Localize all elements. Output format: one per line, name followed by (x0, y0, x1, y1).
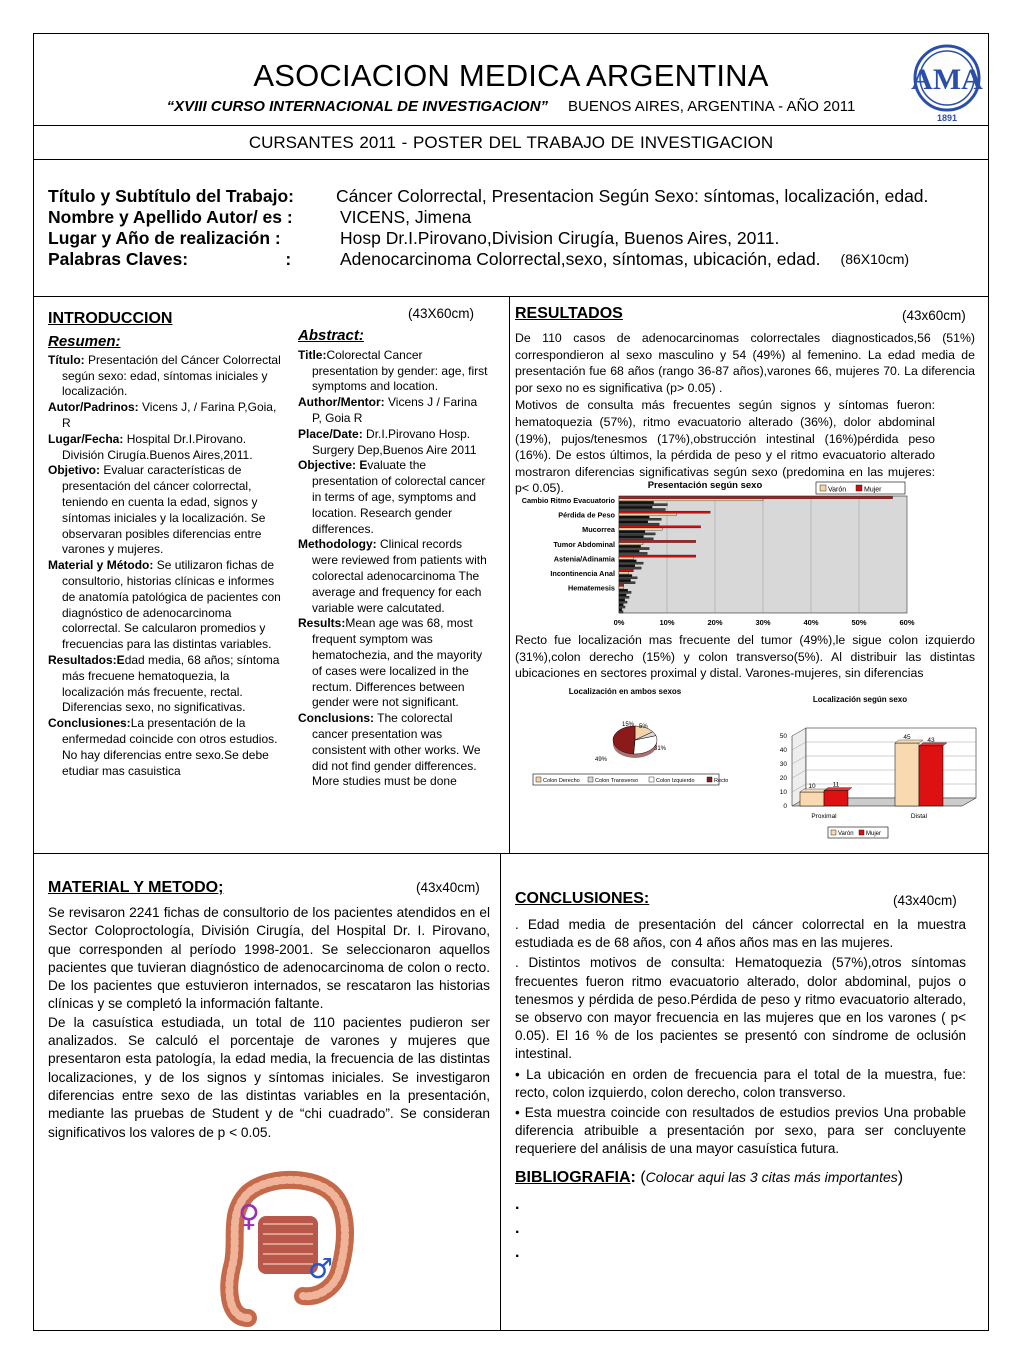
bibliography: BIBLIOGRAFIA: (Colocar aqui las 3 citas más importantes) . . . (515, 1169, 903, 1265)
legend-label: Colon Transverso (595, 778, 639, 784)
abstract-item: Title:Colorectal Cancer presentation by gender: age, first symptoms and location. (298, 347, 488, 394)
bibliography-note: Colocar aqui las 3 citas más importantes (645, 1169, 898, 1185)
meta-value: Adenocarcinoma Colorrectal,sexo, síntomas, ubicación, edad. (340, 249, 821, 269)
results-paragraph-1: De 110 casos de adenocarcinomas colorrectales diagnosticados,56 (51%) correspondieron al sexo masculino y 54 (49%) al femenino. La edad media de presentación fue 68 años (rango 36-87 años),varones 66, mujeres 70. La diferencia por sexo no es significativa (p> 0.05) . (515, 331, 975, 395)
abstract-title: Abstract: (298, 327, 364, 344)
meta-value: Cáncer Colorrectal, Presentacion Según Sexo: síntomas, localización, edad. (336, 186, 929, 206)
bar-mujer (619, 575, 632, 577)
female-symbol-icon: ♀ (238, 1199, 260, 1234)
category-label: Pérdida de Peso (558, 510, 615, 520)
bar-mujer (619, 531, 645, 533)
abstract-item: Methodology: Clinical records were reviewed from patients with colorectal adenocarcinoma The average and frequency for each variable were calcutated. (298, 537, 487, 615)
meta-label: Palabras Claves: : (48, 249, 292, 269)
x-tick-label: 10% (659, 618, 675, 627)
meta-row (48, 207, 928, 228)
bibliography-list (515, 1193, 903, 1265)
bar-varon (619, 582, 635, 584)
bar-varon (619, 528, 662, 530)
bibliography-entry: . (515, 1220, 520, 1237)
legend-label: Recto (714, 778, 729, 784)
bar-varon (619, 577, 637, 579)
resumen-item: Conclusiones:La presentación de la enfermedad coincide con otros estudios. No hay diferencias entre sexo.Se debe etudiar mas casuistica (48, 716, 278, 778)
conclusion-item: . Distintos motivos de consulta: Hematoquezia (57%),otros síntomas frecuentes fueron ritmo evacuatorio alterado, dolor abdominal, pujos o tenesmos y pérdida de peso.Pérdida de peso y ritmo evacuatorio alterado, se observo con mayor frecuencia en las mujeres que en los varones ( p< 0.05). El 16 % de los pacientes se presentó con síndrome de oclusión intestinal. (515, 955, 966, 1062)
bar-mujer (619, 545, 641, 547)
bar-varon (619, 591, 631, 593)
bar-mujer (619, 526, 701, 528)
x-tick-label: 40% (803, 618, 819, 627)
colon-illustration (208, 1168, 368, 1328)
category-label: Astenia/Adinamia (553, 554, 615, 564)
bar-varon (619, 499, 763, 501)
legend-swatch (649, 777, 654, 782)
x-tick-label: 60% (899, 618, 915, 627)
x-tick-label: 50% (851, 618, 867, 627)
category-label: Proximal (811, 813, 837, 820)
bar (919, 746, 943, 806)
abstract-item: Place/Date: Dr.I.Pirovano Hosp. Surgery Dep,Buenos Aire 2011 (298, 426, 477, 457)
bar (824, 791, 848, 806)
bar-mujer (619, 540, 696, 542)
course-name: “XVIII CURSO INTERNACIONAL DE INVESTIGACION” (166, 98, 549, 115)
resumen-item: Material y Método: Se utilizaron fichas de consultorio, historias clínicas e informes de anatomía patológica de pacientes con diagnóstico de adenocarcinoma colorrectal. Se calcularon promedios y frecuencias para las distintas variables. (48, 558, 281, 652)
bar-mujer (619, 584, 624, 586)
rule-middle (33, 853, 989, 854)
bar-varon (619, 547, 649, 549)
results-paragraph-2: Motivos de consulta más frecuentes según signos y síntomas fueron: hematoquezia (57%), ritmo evacuatorio alterado (36%), dolor abdominal (19%), pujos/tenesmos (17%),obstrucción intestinal (16%)pérdida peso (16%). De estos últimos, la pérdida de peso y el ritmo evacuatorio alterado mostraron diferencias significativas según sexo (predomina en las mujeres: p< 0.05). (515, 398, 935, 496)
location-by-sex-chart (760, 690, 985, 850)
bar (800, 792, 824, 806)
resumen-column (48, 334, 288, 779)
legend-label: Mujer (864, 486, 882, 494)
bar-mujer (619, 570, 633, 572)
resumen-items (48, 353, 288, 780)
course-location: BUENOS AIRES, ARGENTINA - AÑO 2011 (568, 98, 856, 115)
meta-label: Nombre y Apellido Autor/ es : (48, 207, 293, 227)
bar-mujer (619, 609, 622, 611)
y-tick-label: 20 (779, 775, 787, 782)
rule-cursantes (33, 159, 989, 160)
chart-title: Localización en ambos sexos (568, 687, 682, 696)
course-subtitle (33, 98, 989, 115)
resumen-item: Autor/Padrinos: Vicens J, / Farina P,Goia, R (48, 400, 277, 430)
abstract-item: Author/Mentor: Vicens J / Farina P, Goia R (298, 395, 478, 425)
bar-mujer (619, 604, 623, 606)
meta-value: VICENS, Jimena (340, 207, 472, 227)
bar-varon (619, 557, 633, 559)
legend-swatch (856, 485, 862, 491)
category-label: Tumor Abdominal (553, 539, 615, 549)
y-tick-label: 10 (779, 789, 787, 796)
bar-mujer (619, 560, 636, 562)
bar-mujer (619, 550, 639, 552)
legend-label: Varón (828, 486, 847, 494)
conclusion-item: . Edad media de presentación del cáncer colorrectal en la muestra estudiada es de 68 años, con 4 años años mas en las mujeres. (515, 917, 966, 951)
legend-label: Varón (838, 831, 854, 837)
y-tick-label: 30 (779, 761, 787, 768)
bar-varon (619, 543, 643, 545)
bar-mujer (619, 516, 649, 518)
data-label: 11 (832, 781, 840, 789)
bar-mujer (619, 594, 626, 596)
abstract-column (298, 328, 490, 790)
legend-label: Colon Derecho (543, 778, 580, 784)
meta-value: Hosp Dr.I.Pirovano,Division Cirugía, Buenos Aires, 2011. (340, 228, 780, 248)
pie-label: 49% (595, 757, 608, 763)
x-tick-label: 30% (755, 618, 771, 627)
legend-swatch (859, 830, 864, 835)
material-text (48, 904, 490, 1142)
results-paragraph-3: Recto fue localización mas frecuente del tumor (49%),le sigue colon izquierdo (31%),colon derecho (15%) y colon transverso(5%). Al distribuir las distintas ubicaciones en sectores proximal y distal. Varones-mujeres, sin diferencias (515, 633, 975, 681)
bibliography-entry: . (515, 1244, 520, 1261)
material-paragraph-1: Se revisaron 2241 fichas de consultorio de los pacientes atendidos en el Sector Coloproctología, División Cirugía, del Hospital Dr. I. Pirovano, que corresponden al período 1998-2001. Se seleccionaron aquellos pacientes que tuvieran diagnóstico de adenocarcinoma de colon o recto. De los pacientes que estuvieron internados, se rescataron las historias clínicas y se completó la información faltante. (48, 905, 490, 1012)
location-pie-chart (515, 684, 735, 794)
bar-mujer (619, 521, 648, 523)
bibliography-entry: . (515, 1196, 520, 1213)
bar-varon (619, 562, 643, 564)
data-label: 45 (903, 734, 911, 741)
x-tick-label: 20% (707, 618, 723, 627)
bar-varon (619, 508, 665, 510)
bar-varon (619, 611, 623, 613)
data-label: 43 (927, 736, 935, 744)
legend-swatch (588, 777, 593, 782)
resumen-item: Resultados:Edad media, 68 años; síntoma más frecuene hematoquezia, la localización más frecuente, rectal. Diferencias sexo, no significativas. (48, 652, 280, 715)
legend-label: Mujer (866, 831, 882, 837)
abstract-item: Conclusions: The colorectal cancer presentation was consistent with other works. We did not find gender differences. More studies must be done (298, 711, 481, 789)
y-tick-label: 50 (779, 733, 787, 740)
chart-title: Localización según sexo (812, 695, 908, 704)
abstract-items (298, 348, 490, 790)
resumen-item: Objetivo: Evaluar características de presentación del cáncer colorrectal, teniendo en cuenta la edad, signos y síntomas iniciales y la localización. Se observaran posibles diferencias entre varones y mujeres. (48, 463, 266, 557)
resumen-item: Título: Presentación del Cáncer Colorrectal según sexo: edad, síntomas iniciales y localización. (48, 352, 281, 399)
legend-swatch (820, 485, 826, 491)
results-title: RESULTADOS (515, 305, 623, 322)
category-label: Distal (910, 813, 928, 820)
category-label: Incontinencia Anal (550, 569, 615, 578)
bar-mujer (619, 506, 652, 508)
bar-varon (619, 533, 655, 535)
page-title: ASOCIACION MEDICA ARGENTINA (253, 58, 769, 93)
y-tick-label: 0 (783, 803, 787, 810)
x-tick-label: 0% (613, 618, 625, 627)
pie-label: 5% (639, 724, 648, 730)
material-title: MATERIAL Y METODO; (48, 879, 224, 896)
intro-dimensions: (43X60cm) (408, 306, 475, 321)
male-symbol-icon: ♂ (308, 1252, 334, 1285)
resumen-title: Resumen: (48, 333, 121, 350)
legend-swatch (536, 777, 541, 782)
bar-mujer (619, 579, 631, 581)
bibliography-title: BIBLIOGRAFIA (515, 1169, 631, 1186)
meta-row (48, 228, 928, 249)
abstract-item: Objective: Evaluate the presentation of colorectal cancer in terms of age, symptoms and location. Research gender differences. (298, 458, 486, 536)
meta-row (48, 249, 928, 270)
meta-size-note: (86X10cm) (840, 251, 910, 267)
legend-swatch (831, 830, 836, 835)
bar-varon (619, 601, 627, 603)
logo-text: AMA (911, 63, 983, 96)
meta-label: Título y Subtítulo del Trabajo: (48, 186, 294, 206)
pie-label: 15% (622, 722, 635, 728)
data-label: 10 (808, 783, 816, 790)
logo-year: 1891 (936, 113, 958, 123)
results-text (515, 330, 975, 497)
bar-varon (619, 538, 653, 540)
bar-varon (619, 518, 661, 520)
bar-varon (619, 567, 641, 569)
abstract-item: Results:Mean age was 68, most frequent symptom was hematochezia, and the mayority of cases were localized in the rectum. Differences between gender were not significant. (298, 616, 483, 710)
legend-label: Colon Izquierdo (656, 778, 695, 784)
ama-logo (912, 44, 982, 124)
meta-label: Lugar y Año de realización : (48, 228, 281, 248)
resumen-item: Lugar/Fecha: Hospital Dr.I.Pirovano. División Cirugía.Buenos Aires,2011. (48, 431, 253, 462)
bar-mujer (619, 501, 654, 503)
conclusion-item: • Esta muestra coincide con resultados de estudios previos Una probable diferencia atribuible a presentación por sexo, para ser concluyente requeriere del análisis de una mayor casuística futura. (515, 1105, 966, 1157)
bar-mujer (619, 536, 643, 538)
chart-title: Presentación según sexo (647, 480, 763, 491)
y-tick-label: 40 (779, 747, 787, 754)
bar-varon (619, 523, 659, 525)
bar-mujer (619, 589, 628, 591)
bar-varon (619, 586, 624, 588)
rule-meta (33, 296, 989, 297)
category-label: Cambio Ritmo Evacuatorio (521, 495, 615, 505)
bar-mujer (619, 599, 625, 601)
bar-mujer (619, 511, 710, 513)
meta-row (48, 186, 928, 207)
bar-mujer (619, 555, 696, 557)
material-paragraph-2: De la casuística estudiada, un total de 110 pacientes pudieron ser analizados. Se calculó el porcentaje de varones y mujeres que presentaron esta patología, la edad media, la frecuencia de las distintas localizaciones, y de los signos y síntomas iniciales. Se investigaron diferencias entre sexo de las distintas variables en la presentación, mediante las pruebas de Student y de “chi cuadrado”. Se consideran significativos los valores de p < 0.05. (48, 1014, 490, 1140)
intro-title: INTRODUCCION (48, 310, 173, 327)
category-label: Mucorrea (582, 525, 615, 535)
bar-varon (619, 572, 629, 574)
bar-varon (619, 513, 677, 515)
conclusions-title: CONCLUSIONES: (515, 890, 650, 907)
bar-varon (619, 606, 625, 608)
material-dimensions: (43x40cm) (416, 880, 480, 895)
bar-varon (619, 504, 667, 506)
bar-mujer (619, 565, 635, 567)
divider-bottom (500, 853, 501, 1331)
conclusions-dimensions: (43x40cm) (893, 893, 957, 908)
results-dimensions: (43x60cm) (902, 308, 966, 323)
bar (895, 743, 919, 806)
rule-header (33, 125, 989, 126)
bar-varon (619, 596, 629, 598)
conclusion-item: • La ubicación en orden de frecuencia para el total de la muestra, fue: recto, colon izquierdo, colon derecho, colon transverso. (515, 1066, 966, 1100)
conclusions-list (515, 916, 966, 1161)
bar-mujer (619, 497, 893, 499)
work-metadata (48, 186, 928, 270)
bar-varon (619, 552, 647, 554)
legend-swatch (707, 777, 712, 782)
pie-label: 31% (654, 746, 667, 752)
presentation-by-sex-chart (500, 476, 915, 636)
cursantes-banner: CURSANTES 2011 - POSTER DEL TRABAJO DE INVESTIGACION (248, 133, 774, 152)
category-label: Hematemesis (567, 583, 615, 593)
